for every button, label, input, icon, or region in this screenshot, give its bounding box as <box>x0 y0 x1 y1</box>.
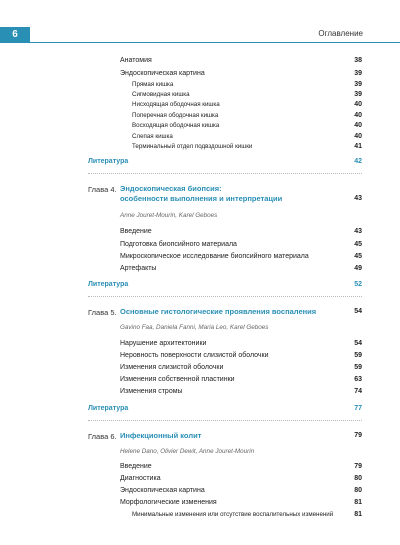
toc-entry-title: Микроскопическое исследование биопсийного материала <box>120 253 309 260</box>
chapter-title-line: особенности выполнения и интерпретации <box>120 194 283 203</box>
toc-subentry-title: Слепая кишка <box>132 133 173 140</box>
toc-subentry-page: 39 <box>354 81 362 88</box>
toc-entry-page: 59 <box>354 364 362 371</box>
section-divider <box>88 420 362 421</box>
toc-subentry-title: Прямая кишка <box>132 81 174 88</box>
chapter-authors: Anne Jouret-Mourin, Karel Geboes <box>120 212 218 219</box>
toc-subentry-page: 41 <box>354 143 362 150</box>
toc-literature-title: Литература <box>88 405 129 412</box>
toc-entry-title: Изменения слизистой оболочки <box>120 364 224 371</box>
toc-subentry-page: 40 <box>354 112 362 119</box>
toc-entry-page: 81 <box>354 499 362 506</box>
toc-entry-title: Изменения собственной пластинки <box>120 376 235 383</box>
toc-entry-page: 80 <box>354 487 362 494</box>
toc-entry-title: Неровность поверхности слизистой оболочки <box>120 352 269 359</box>
toc-subentry-page: 40 <box>354 133 362 140</box>
running-head: Оглавление <box>318 29 363 38</box>
chapter-label: Глава 5. <box>88 308 117 317</box>
toc-entry-title: Нарушение архитектоники <box>120 340 207 347</box>
page-number: 6 <box>0 27 30 42</box>
toc-entry-title: Изменения стромы <box>120 388 183 395</box>
toc-subentry-title: Поперечная ободочная кишка <box>132 112 219 119</box>
toc-literature-page: 42 <box>354 158 362 165</box>
toc-entry-page: 38 <box>354 57 362 64</box>
toc-subentry-page: 81 <box>354 511 362 518</box>
toc-subentry-page: 40 <box>354 101 362 108</box>
toc-entry-title: Введение <box>120 463 152 470</box>
toc-literature-page: 77 <box>354 405 362 412</box>
chapter-title-line: Эндоскопическая биопсия: <box>120 184 222 193</box>
toc-entry-title: Диагностика <box>120 475 161 482</box>
chapter-authors: Gavino Faa, Daniela Fanni, Maria Leo, Karel Geboes <box>120 324 269 331</box>
chapter-page: 43 <box>354 195 362 202</box>
toc-literature-title: Литература <box>88 158 129 165</box>
chapter-title[interactable] <box>120 184 282 204</box>
toc-literature-page: 52 <box>354 281 362 288</box>
toc-subentry-title: Сигмовидная кишка <box>132 91 190 98</box>
toc-entry-title: Введение <box>120 228 152 235</box>
toc-entry-page: 45 <box>354 253 362 260</box>
chapter-title[interactable] <box>120 431 201 441</box>
chapter-page: 79 <box>354 432 362 439</box>
chapter-label: Глава 4. <box>88 185 117 194</box>
toc-entry-title: Эндоскопическая картина <box>120 487 205 494</box>
toc-subentry-title: Нисходящая ободочная кишка <box>132 101 220 108</box>
toc-entry-title: Подготовка биопсийного материала <box>120 241 237 248</box>
toc-subentry-title: Терминальный отдел подвздошной кишки <box>132 143 253 150</box>
header-rule <box>0 42 400 43</box>
chapter-page: 54 <box>354 308 362 315</box>
toc-entry-title: Анатомия <box>120 57 152 64</box>
toc-subentry-page: 39 <box>354 91 362 98</box>
toc-entry-page: 39 <box>354 70 362 77</box>
toc-entry-page: 63 <box>354 376 362 383</box>
toc-entry-page: 43 <box>354 228 362 235</box>
chapter-label: Глава 6. <box>88 432 117 441</box>
toc-literature-title: Литература <box>88 281 129 288</box>
toc-entry-page: 49 <box>354 265 362 272</box>
chapter-title[interactable] <box>120 307 316 317</box>
toc-subentry-title: Восходящая ободочная кишка <box>132 122 220 129</box>
toc-subentry-title: Минимальные изменения или отсутствие воспалительных изменений <box>132 511 334 518</box>
toc-entry-title: Морфологические изменения <box>120 499 217 506</box>
section-divider <box>88 173 362 174</box>
chapter-authors: Helene Dano, Olivier Dewit, Anne Jouret-Mourin <box>120 448 255 455</box>
toc-subentry-page: 40 <box>354 122 362 129</box>
toc-entry-page: 79 <box>354 463 362 470</box>
chapter-title-line: Инфекционный колит <box>120 431 202 440</box>
section-divider <box>88 296 362 297</box>
chapter-title-line: Основные гистологические проявления воспаления <box>120 307 317 316</box>
toc-entry-page: 59 <box>354 352 362 359</box>
toc-entry-title: Артефакты <box>120 265 157 272</box>
toc-entry-page: 45 <box>354 241 362 248</box>
toc-entry-title: Эндоскопическая картина <box>120 70 205 77</box>
toc-entry-page: 54 <box>354 340 362 347</box>
toc-entry-page: 74 <box>354 388 362 395</box>
toc-entry-page: 80 <box>354 475 362 482</box>
